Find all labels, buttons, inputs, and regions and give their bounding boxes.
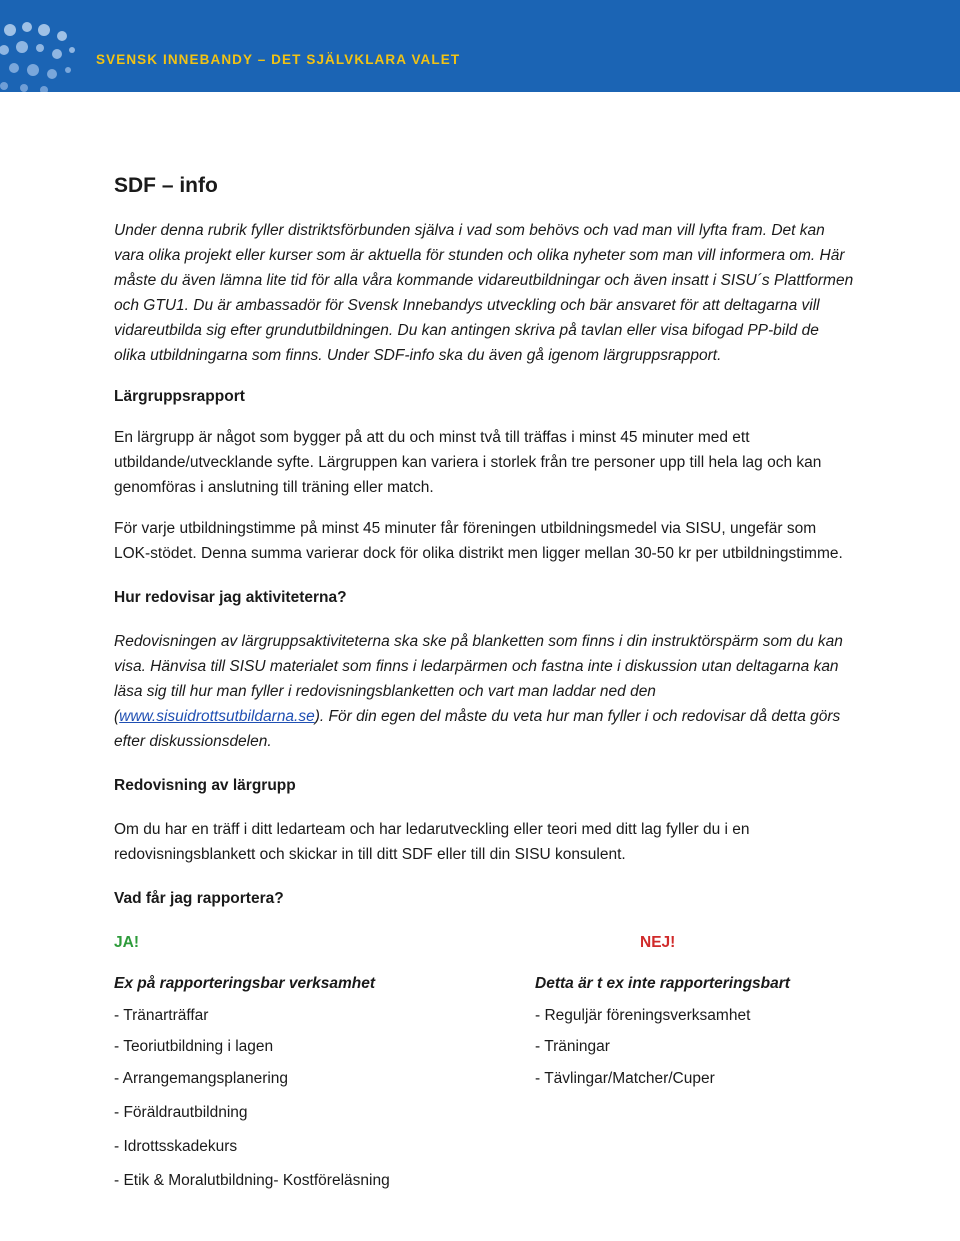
section-heading-rapportera: Vad får jag rapportera? [114,890,284,907]
header-banner [0,0,960,92]
intro-part-2: Du är ambassadör för Svensk Innebandys utveckling och bär ansvaret för att deltagarna vill vidareutbilda sig efter grundutbildningen. Du kan antingen skriva på tavlan eller visa bifogad PP-bild de olika utbildningarna som finns. Under SDF-info ska du även gå igenom lärgruppsrapport. [114,297,820,364]
yes-list-item: - Idrottsskadekurs [114,1137,238,1155]
no-list-item: - Tävlingar/Matcher/Cuper [535,1069,715,1087]
sisu-link[interactable]: www.sisuidrottsutbildarna.se [119,708,315,725]
redovisning-text-after-link: ). För din egen del måste du veta hur man fyller i och redovisar då detta görs efter diskussionsdelen. [114,708,841,750]
no-list-item: - Träningar [535,1038,610,1055]
yes-list-item: - Arrangemangsplanering [114,1069,289,1087]
section-heading-largruppsrapport: Lärgruppsrapport [114,388,245,405]
yes-list-item: - Etik & Moralutbildning- Kostföreläsning [114,1171,390,1189]
utbildningsmedel-paragraph: För varje utbildningstimme på minst 45 minuter får föreningen utbildningsmedel via SISU, ungefär som LOK-stödet. Denna summa varierar dock för olika distrikt men ligger mellan 30-50 kr per utbildningstimme. [114,520,843,562]
redovisning-largrupp-paragraph: Om du har en träff i ditt ledarteam och har ledarutveckling eller teori med ditt lag fyller du i en redovisningsblankett och skickar in till ditt SDF eller till din SISU konsulent. [114,821,750,863]
yes-list-item: - Tränarträffar [114,1006,209,1024]
report-columns [114,930,854,1200]
intro-paragraph [114,218,854,368]
yes-column [114,930,494,1193]
yes-label: JA! [114,934,139,951]
yes-subheading: Ex på rapporteringsbar verksamhet [114,975,376,992]
no-label: NEJ! [640,934,676,951]
page-title: SDF – info [114,174,218,197]
largrupp-definition-paragraph: En lärgrupp är något som bygger på att du och minst två till träffas i minst 45 minuter med ett utbildande/utvecklande syfte. Lärgruppen kan variera i storlek från tre personer upp till hela lag och kan genomföras i anslutning till träning eller match. [114,429,822,496]
no-subheading: Detta är t ex inte rapporteringsbart [535,975,790,992]
redovisning-text-before-link: Redovisningen av lärgruppsaktiviteterna ska ske på blanketten som finns i din instruktörspärm som du kan visa. Hänvisa till SISU materialet som finns i ledarpärmen och fastna inte i diskussion utan deltagarna kan läsa sig till hur man fyller i redovisningsblanketten och vart man laddar ned den ( [114,633,843,725]
no-column [535,930,915,1091]
document-body [114,168,854,1200]
header-slogan: SVENSK INNEBANDY – DET SJÄLVKLARA VALET [96,52,461,67]
yes-list-item: - Föräldrautbildning [114,1103,248,1121]
yes-list-item: - Teoriutbildning i lagen [114,1038,274,1055]
intro-part-1: Under denna rubrik fyller distriktsförbunden själva i vad som behövs och vad man vill lyfta fram. Det kan vara olika projekt eller kurser som är aktuella för stunden och olika nyheter som man vill informera om. Här måste du även lämna lite tid för alla våra kommande vidareutbildningar och även insatt i SISU´s Plattformen och GTU1. [114,222,854,314]
no-list-item: - Reguljär föreningsverksamhet [535,1006,751,1024]
section-heading-redovisning-largrupp: Redovisning av lärgrupp [114,777,296,794]
redovisning-paragraph [114,629,854,754]
section-heading-redovisa: Hur redovisar jag aktiviteterna? [114,589,347,606]
floorball-dots-icon [0,0,110,92]
